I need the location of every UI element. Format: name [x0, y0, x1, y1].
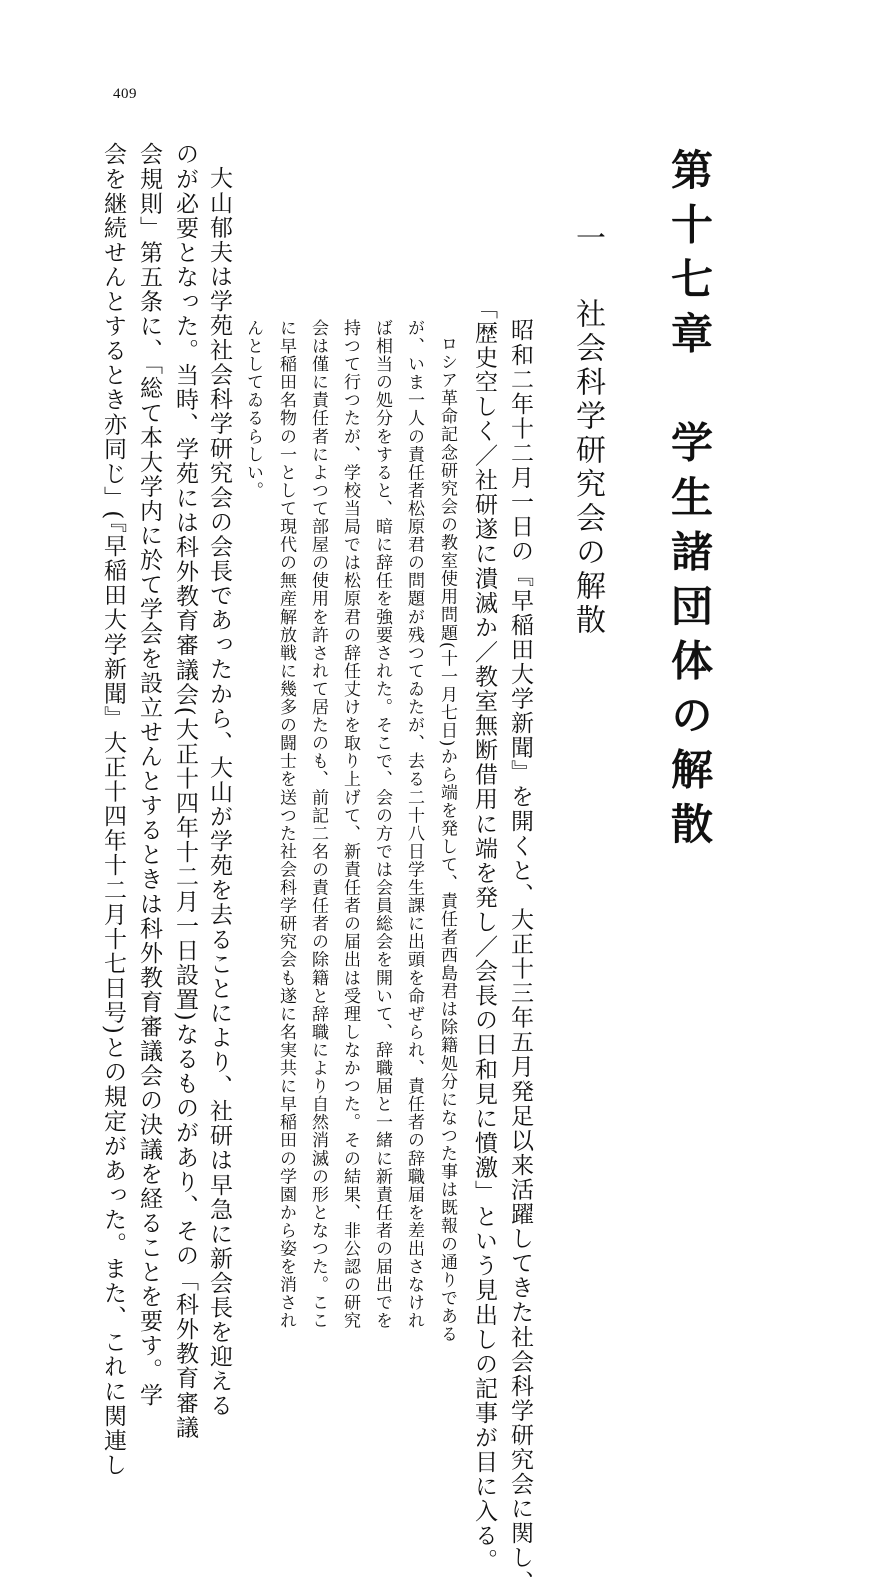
body-line-3: 大山郁夫は学苑社会科学研究会の会長であったから、大山が学苑を去ることにより、社研は早急に新会長を迎える — [206, 166, 232, 1419]
body-line-5: 会規則」第五条に、「総て本大学内に於て学会を設立せんとするときは科外教育審議会の決議を経ることを要す。学 — [136, 142, 162, 1408]
section-number: 一 — [570, 222, 605, 256]
body-line-1: 昭和二年十二月一日の『早稲田大学新聞』を開くと、大正十三年五月発足以来活躍してきた社会科学研究会に関し、 — [507, 318, 533, 1595]
quote-line-2: が、いま一人の責任者松原君の問題が残つてゐたが、去る二十八日学生課に出頭を命ぜられ、責任者の辞職届を差出さなけれ — [404, 319, 424, 1330]
section-heading — [570, 222, 605, 638]
page-number: 409 — [113, 86, 137, 102]
chapter-title: 第十七章 学生諸団体の解散 — [665, 148, 714, 857]
section-title: 社会科学研究会の解散 — [570, 298, 605, 638]
body-line-6: 会を継続せんとするとき亦同じ」(『早稲田大学新聞』大正十四年十二月十七日号)との規定があった。また、これに関連し — [100, 142, 126, 1478]
quote-line-6: に早稲田名物の一として現代の無産解放戦に幾多の闘士を送つた社会科学研究会も遂に名実共に早稲田の学園から姿を消され — [276, 319, 296, 1330]
quote-line-5: 会は僅に責任者によつて部屋の使用を許されて居たのも、前記二名の責任者の除籍と辞職により自然消滅の形となつた。ここ — [308, 319, 328, 1330]
quote-line-7: んとしてゐるらしい。 — [243, 319, 263, 500]
quote-line-4: 持つて行つたが、学校当局では松原君の辞任丈けを取り上げて、新責任者の届出は受理しなかつた。その結果、非公認の研究 — [340, 319, 360, 1330]
quote-line-1: ロシア革命記念研究会の教室使用問題(十一月七日)から端を発して、責任者西島君は除籍処分になつた事は既報の通りである — [437, 335, 457, 1344]
quote-line-3: ば相当の処分をすると、暗に辞任を強要された。そこで、会の方では会員総会を開いて、辞職届と一緒に新責任者の届出でを — [372, 319, 392, 1330]
body-line-2: 「歴史空しく／社研遂に潰滅か／教室無断借用に端を発し／会長の日和見に憤激」という見出しの記事が目に入る。 — [471, 296, 497, 1573]
body-line-4: のが必要となった。当時、学苑には科外教育審議会(大正十四年十二月一日設置)なるものがあり、その「科外教育審議 — [172, 142, 198, 1440]
